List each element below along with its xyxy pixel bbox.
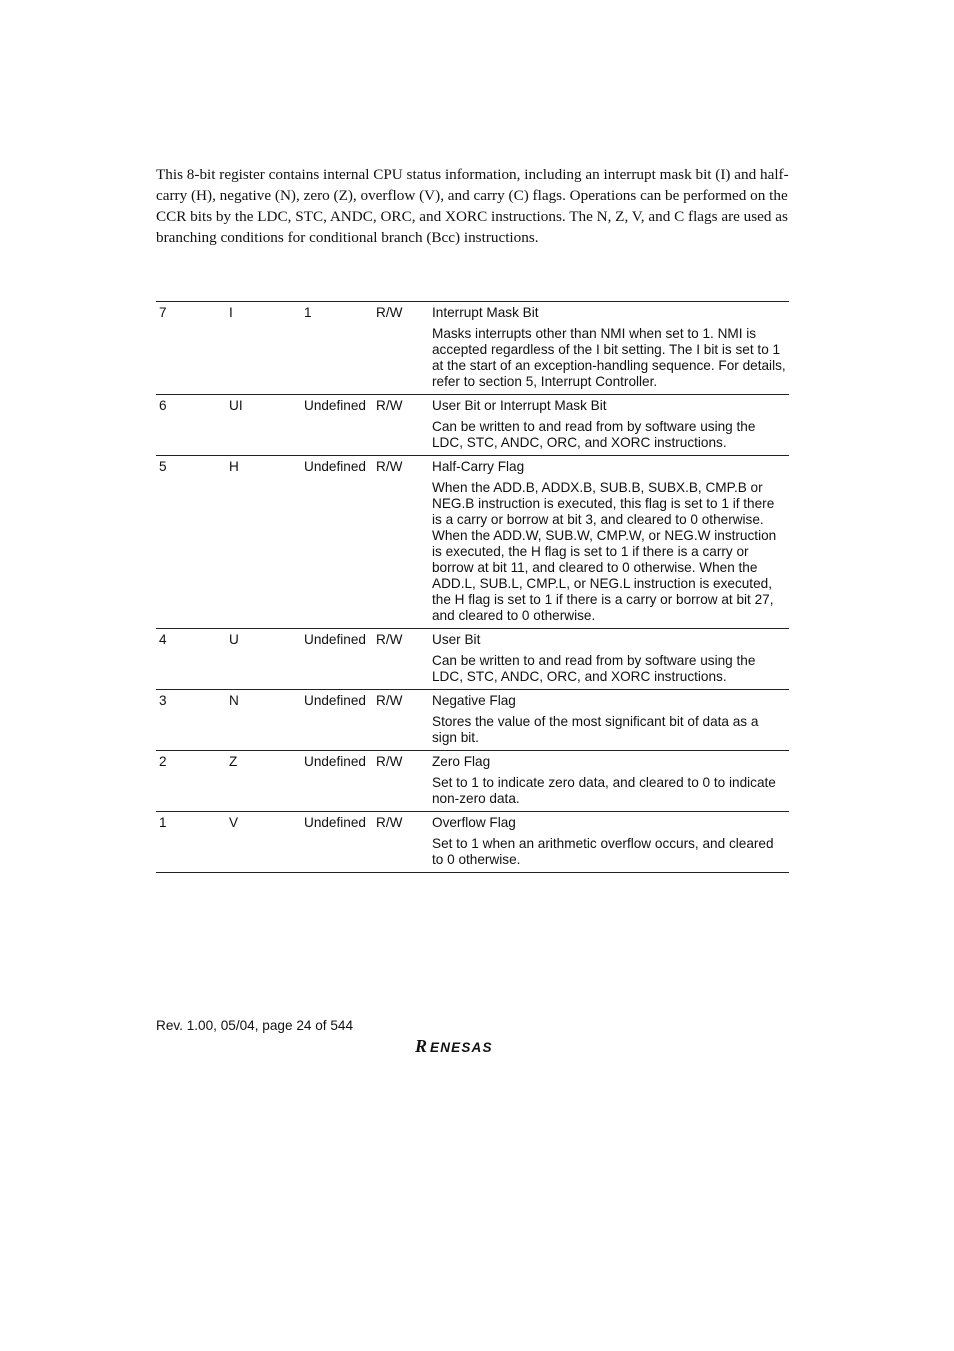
description-text: Stores the value of the most significant bit of data as a sign bit. <box>432 714 759 745</box>
table-row <box>156 302 789 395</box>
bit-name-cell: N <box>229 693 239 708</box>
svg-text:ENESAS: ENESAS <box>430 1040 493 1055</box>
description-text: Can be written to and read from by software using the LDC, STC, ANDC, ORC, and XORC instructions. <box>432 653 756 684</box>
description-title: Zero Flag <box>432 754 491 769</box>
bit-cell: 2 <box>159 754 167 769</box>
rw-cell: R/W <box>376 459 403 474</box>
table-row <box>156 812 789 873</box>
bit-name-cell: V <box>229 815 239 830</box>
ccr-bit-table <box>156 301 789 873</box>
description-cell <box>432 302 789 395</box>
description-text: When the ADD.B, ADDX.B, SUB.B, SUBX.B, CMP.B or NEG.B instruction is executed, this flag is set to 1 if there is a carry or borrow at bit 3, and cleared to 0 otherwise. When the ADD.W, SUB.W, CMP.W, or NEG.W instruction is executed, the H flag is set to 1 if there is a carry or borrow at bit 11, and cleared to 0 otherwise. When the ADD.L, SUB.L, CMP.L, or NEG.L instruction is executed, the H flag is set to 1 if there is a carry or borrow at bit 27, and cleared to 0 otherwise. <box>432 480 777 623</box>
bit-cell: 3 <box>159 693 167 708</box>
bit-cell: 7 <box>159 305 167 320</box>
initial-value-cell: Undefined <box>304 754 366 769</box>
description-title: Half-Carry Flag <box>432 459 525 474</box>
initial-value-cell: Undefined <box>304 459 366 474</box>
description-title: Interrupt Mask Bit <box>432 305 539 320</box>
description-title: User Bit or Interrupt Mask Bit <box>432 398 607 413</box>
description-text: Masks interrupts other than NMI when set to 1. NMI is accepted regardless of the I bit setting. The I bit is set to 1 at the start of an exception-handling sequence. For details, refer to section 5, Interrupt Controller. <box>432 326 786 389</box>
initial-value-cell: Undefined <box>304 398 366 413</box>
bit-cell: 6 <box>159 398 167 413</box>
description-cell <box>432 751 789 812</box>
description-cell <box>432 629 789 690</box>
description-cell <box>432 812 789 873</box>
bit-name-cell: Z <box>229 754 238 769</box>
description-title: Overflow Flag <box>432 815 516 830</box>
description-cell <box>432 395 789 456</box>
rw-cell: R/W <box>376 754 403 769</box>
rw-cell: R/W <box>376 815 403 830</box>
table-row <box>156 456 789 629</box>
bit-cell: 1 <box>159 815 167 830</box>
bit-name-cell: U <box>229 632 239 647</box>
bit-cell: 5 <box>159 459 167 474</box>
description-text: Can be written to and read from by software using the LDC, STC, ANDC, ORC, and XORC instructions. <box>432 419 756 450</box>
bit-name-cell: UI <box>229 398 243 413</box>
initial-value-cell: 1 <box>304 305 312 320</box>
description-text: Set to 1 when an arithmetic overflow occurs, and cleared to 0 otherwise. <box>432 836 774 867</box>
initial-value-cell: Undefined <box>304 693 366 708</box>
table-row <box>156 395 789 456</box>
description-text: Set to 1 to indicate zero data, and cleared to 0 to indicate non-zero data. <box>432 775 776 806</box>
bit-name-cell: H <box>229 459 239 474</box>
bit-cell: 4 <box>159 632 167 647</box>
initial-value-cell: Undefined <box>304 632 366 647</box>
bit-name-cell: I <box>229 305 233 320</box>
rw-cell: R/W <box>376 632 403 647</box>
description-cell <box>432 456 789 629</box>
table-row <box>156 751 789 812</box>
initial-value-cell: Undefined <box>304 815 366 830</box>
description-title: Negative Flag <box>432 693 516 708</box>
renesas-logo <box>414 1036 534 1061</box>
table-row <box>156 690 789 751</box>
rw-cell: R/W <box>376 398 403 413</box>
description-title: User Bit <box>432 632 481 647</box>
table-row <box>156 629 789 690</box>
description-cell <box>432 690 789 751</box>
intro-paragraph: This 8-bit register contains internal CPU status information, including an interrupt mask bit (I) and half-carry (H), negative (N), zero (Z), overflow (V), and carry (C) flags. Operations can be performed on the CCR bits by the LDC, STC, ANDC, ORC, and XORC instructions. The N, Z, V, and C flags are used as branching conditions for conditional branch (Bcc) instructions. <box>156 166 789 246</box>
rw-cell: R/W <box>376 305 403 320</box>
page-info: Rev. 1.00, 05/04, page 24 of 544 <box>156 1018 354 1033</box>
rw-cell: R/W <box>376 693 403 708</box>
svg-text:R: R <box>415 1036 428 1056</box>
